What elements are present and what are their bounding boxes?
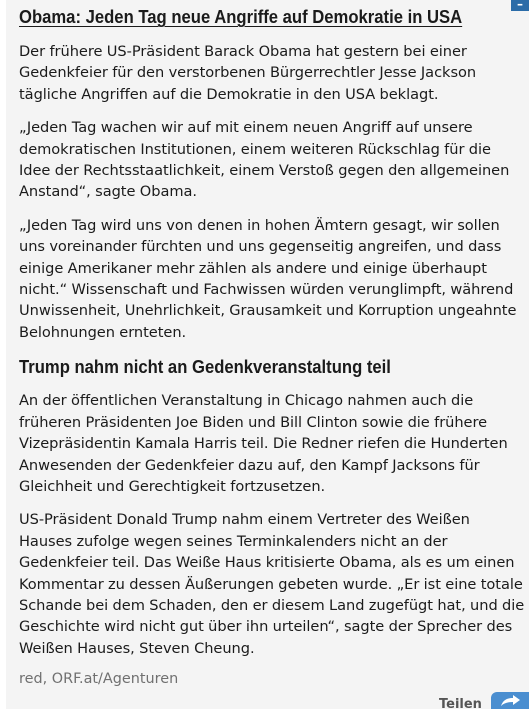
- article-subheading: Trump nahm nicht an Gedenkveranstaltung teil: [19, 356, 391, 378]
- article-paragraph: An der öffentlichen Veranstaltung in Chicago nahmen auch die früheren Präsidenten Joe Biden und Bill Clinton sowie die frühere Vizepräsidentin Kamala Harris teil. Die Redner riefen die Hunderten Anwesenden der Gedenkfeier dazu auf, den Kampf Jacksons für Gleichheit und Gerechtigkeit fortzusetzen.: [19, 392, 508, 495]
- article-paragraph: „Jeden Tag wachen wir auf mit einem neuen Angriff auf unsere demokratischen Institutionen, einem weiteren Rückschlag für die Idee der Rechtsstaatlichkeit, einem Verstoß gegen den allgemeinen Anstand“, sagte Obama.: [19, 119, 510, 201]
- article-paragraph: „Jeden Tag wird uns von denen in hohen Ämtern gesagt, wir sollen uns voreinander fürchten und uns gegenseitig angreifen, und dass einige Amerikaner mehr zählen als andere und einige überhaupt nicht.“ Wissenschaft und Fachwissen würden verunglimpft, während Unwissenheit, Unehrlichkeit, Grausamkeit und Korruption ungeahnte Belohnungen ernteten.: [19, 216, 517, 341]
- collapse-button[interactable]: [511, 0, 529, 11]
- share-control[interactable]: [439, 692, 529, 712]
- article-content: [19, 6, 525, 689]
- share-button[interactable]: [491, 692, 529, 709]
- article-paragraph: US-Präsident Donald Trump nahm einem Vertreter des Weißen Hauses zufolge wegen seines Terminkalenders nicht an der Gedenkfeier teil. Das Weiße Haus kritisierte Obama, als es um einen Kommentar zu dessen Äußerungen gebeten wurde. „Er ist eine totale Schande bei dem Schaden, den er diesem Land zugefügt hat, und die Geschichte wird nicht gut über ihn urteilen“, sagte der Sprecher des Weißen Hauses, Steven Cheung.: [19, 511, 525, 657]
- news-article: [6, 0, 529, 712]
- article-paragraph: Der frühere US-Präsident Barack Obama hat gestern bei einer Gedenkfeier für den verstorbenen Bürgerrechtler Jesse Jackson tägliche Angriffen auf die Demokratie in den USA beklagt.: [19, 43, 477, 103]
- collapse-symbol: –: [517, 0, 523, 11]
- article-source: red, ORF.at/Agenturen: [19, 671, 179, 688]
- share-arrow-icon: [499, 694, 521, 708]
- share-label[interactable]: Teilen: [439, 697, 482, 712]
- article-title[interactable]: Obama: Jeden Tag neue Angriffe auf Demokratie in USA: [19, 6, 463, 27]
